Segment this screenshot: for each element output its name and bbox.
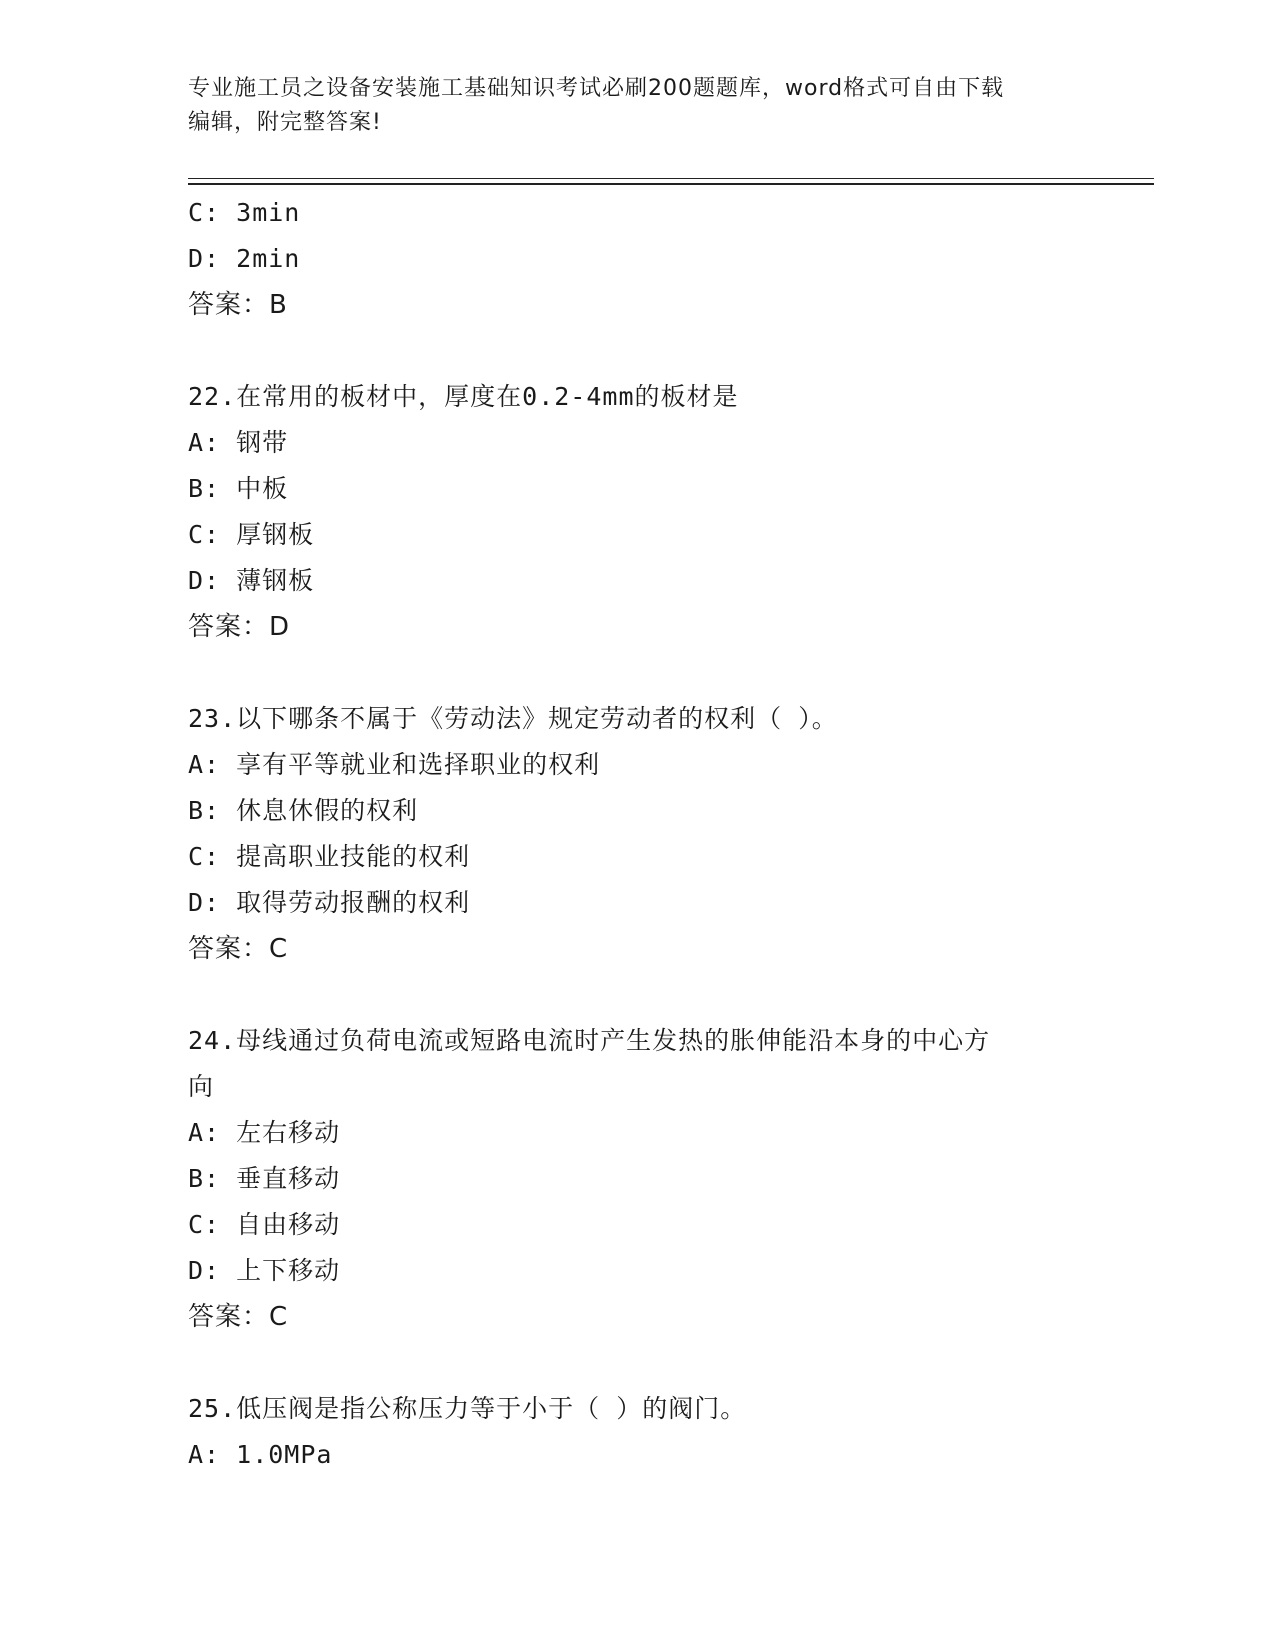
option-b: B: 休息休假的权利 <box>188 796 419 825</box>
answer: 答案：C <box>188 1302 289 1332</box>
question-text: 25.低压阀是指公称压力等于小于（ ）的阀门。 <box>188 1394 747 1423</box>
option-c: C: 提高职业技能的权利 <box>188 842 471 871</box>
answer: 答案：C <box>188 934 289 964</box>
question-prev <box>188 190 1088 328</box>
question-text-line-1: 24.母线通过负荷电流或短路电流时产生发热的胀伸能沿本身的中心方 <box>188 1026 991 1055</box>
question-text-line-2: 向 <box>188 1072 215 1101</box>
header-line-1: 专业施工员之设备安装施工基础知识考试必刷200题题库，word格式可自由下载 <box>188 76 1005 101</box>
option-c: C: 3min <box>188 198 301 227</box>
option-c: C: 厚钢板 <box>188 520 315 549</box>
option-d: D: 2min <box>188 244 301 273</box>
option-d: D: 取得劳动报酬的权利 <box>188 888 471 917</box>
question-23 <box>188 696 1088 972</box>
spacer <box>188 650 1088 696</box>
spacer <box>188 972 1088 1018</box>
option-d: D: 上下移动 <box>188 1256 341 1285</box>
header-rule-thin <box>188 178 1154 179</box>
spacer <box>188 1340 1088 1386</box>
option-c: C: 自由移动 <box>188 1210 341 1239</box>
option-b: B: 中板 <box>188 474 289 503</box>
question-25 <box>188 1386 1088 1478</box>
question-22 <box>188 374 1088 650</box>
question-text: 23.以下哪条不属于《劳动法》规定劳动者的权利（ ）。 <box>188 704 838 733</box>
answer: 答案：D <box>188 612 291 642</box>
question-list <box>188 190 1088 1478</box>
question-text: 22.在常用的板材中，厚度在0.2-4mm的板材是 <box>188 382 739 411</box>
option-a: A: 钢带 <box>188 428 289 457</box>
document-header <box>188 72 1088 140</box>
spacer <box>188 328 1088 374</box>
question-24 <box>188 1018 1088 1340</box>
option-d: D: 薄钢板 <box>188 566 315 595</box>
option-a: A: 左右移动 <box>188 1118 341 1147</box>
option-a: A: 1.0MPa <box>188 1440 333 1469</box>
header-rule-thick <box>188 183 1154 185</box>
header-line-2: 编辑，附完整答案! <box>188 110 382 135</box>
option-a: A: 享有平等就业和选择职业的权利 <box>188 750 601 779</box>
answer: 答案：B <box>188 290 288 320</box>
option-b: B: 垂直移动 <box>188 1164 341 1193</box>
